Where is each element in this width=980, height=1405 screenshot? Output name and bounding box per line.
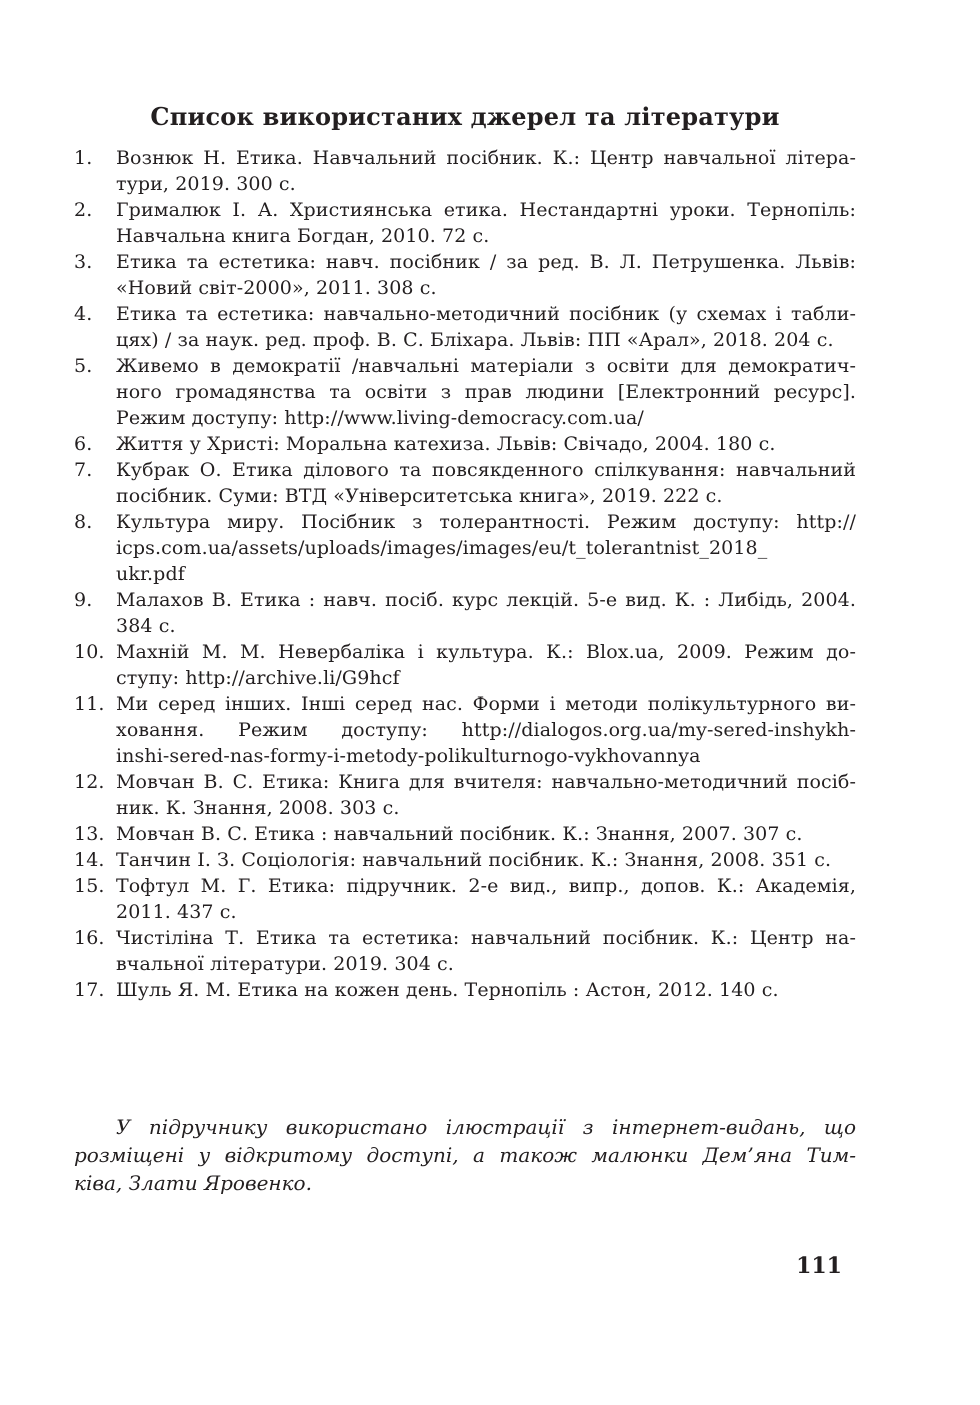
reference-text — [116, 509, 856, 587]
reference-item — [74, 145, 856, 197]
reference-line: Культура миру. Посібник з толерантності. Режим доступу: http:// — [116, 511, 856, 533]
reference-number: 16. — [74, 927, 105, 949]
reference-line: вчальної літератури. 2019. 304 с. — [116, 953, 454, 975]
reference-item — [74, 431, 856, 457]
reference-text — [116, 977, 856, 1003]
reference-line: Танчин І. З. Соціологія: навчальний посібник. К.: Знання, 2008. 351 с. — [116, 849, 832, 871]
reference-line: тури, 2019. 300 с. — [116, 173, 296, 195]
note-line: ківа, Злати Яровенко. — [74, 1171, 312, 1195]
reference-number: 4. — [74, 303, 93, 325]
reference-number: 2. — [74, 199, 93, 221]
reference-line: цях) / за наук. ред. проф. В. С. Бліхара. Львів: ПП «Арал», 2018. 204 с. — [116, 329, 834, 351]
reference-line: Грималюк І. А. Християнська етика. Нестандартні уроки. Тернопіль: — [116, 199, 856, 221]
reference-line: Етика та естетика: навчально-методичний посібник (у схемах і табли- — [116, 303, 856, 325]
reference-item — [74, 691, 856, 769]
reference-number: 3. — [74, 251, 93, 273]
reference-item — [74, 587, 856, 639]
reference-number: 14. — [74, 849, 105, 871]
reference-line: Вознюк Н. Етика. Навчальний посібник. К.: Центр навчальної літера- — [116, 147, 856, 169]
reference-line: «Новий світ-2000», 2011. 308 с. — [116, 277, 437, 299]
reference-text — [116, 301, 856, 353]
reference-item — [74, 249, 856, 301]
reference-text — [116, 925, 856, 977]
reference-line: ховання. Режим доступу: http://dialogos.org.ua/my-sered-inshykh- — [116, 719, 856, 741]
illustration-note — [74, 1113, 856, 1197]
reference-line: Чистіліна Т. Етика та естетика: навчальний посібник. К.: Центр на- — [116, 927, 856, 949]
note-line: У підручнику використано ілюстрації з інтернет-видань, що — [116, 1115, 856, 1139]
reference-number: 13. — [74, 823, 105, 845]
reference-text — [116, 873, 856, 925]
reference-line: посібник. Суми: ВТД «Університетська книга», 2019. 222 с. — [116, 485, 723, 507]
reference-number: 12. — [74, 771, 105, 793]
reference-text — [116, 639, 856, 691]
reference-text — [116, 145, 856, 197]
reference-text — [116, 587, 856, 639]
reference-text — [116, 847, 856, 873]
reference-text — [116, 431, 856, 457]
reference-item — [74, 457, 856, 509]
reference-number: 7. — [74, 459, 93, 481]
reference-item — [74, 769, 856, 821]
reference-item — [74, 509, 856, 587]
reference-item — [74, 873, 856, 925]
reference-text — [116, 353, 856, 431]
page-number: 111 — [796, 1253, 842, 1279]
reference-line: Життя у Христі: Моральна катехиза. Львів: Свічадо, 2004. 180 с. — [116, 433, 776, 455]
page-title: Список використаних джерел та літератури — [150, 102, 780, 131]
reference-line: ступу: http://archive.li/G9hcf — [116, 667, 400, 689]
reference-list — [74, 145, 856, 1003]
reference-number: 8. — [74, 511, 93, 533]
reference-number: 1. — [74, 147, 93, 169]
reference-line: ного громадянства та освіти з прав людини [Електронний ресурс]. — [116, 381, 856, 403]
reference-line: ukr.pdf — [116, 563, 185, 585]
reference-line: Мовчан В. С. Етика : навчальний посібник. К.: Знання, 2007. 307 с. — [116, 823, 803, 845]
reference-number: 17. — [74, 979, 105, 1001]
reference-number: 10. — [74, 641, 105, 663]
reference-line: Тофтул М. Г. Етика: підручник. 2-е вид., випр., допов. К.: Академія, — [116, 875, 856, 897]
reference-line: Навчальна книга Богдан, 2010. 72 с. — [116, 225, 490, 247]
reference-line: 2011. 437 с. — [116, 901, 237, 923]
reference-text — [116, 769, 856, 821]
reference-line: Шуль Я. М. Етика на кожен день. Тернопіль : Астон, 2012. 140 с. — [116, 979, 779, 1001]
reference-item — [74, 977, 856, 1003]
reference-line: Мовчан В. С. Етика: Книга для вчителя: навчально-методичний посіб- — [116, 771, 856, 793]
reference-text — [116, 821, 856, 847]
reference-item — [74, 847, 856, 873]
reference-line: Живемо в демократії /навчальні матеріали з освіти для демократич- — [116, 355, 856, 377]
reference-line: Етика та естетика: навч. посібник / за ред. В. Л. Петрушенка. Львів: — [116, 251, 856, 273]
reference-line: 384 с. — [116, 615, 176, 637]
reference-item — [74, 925, 856, 977]
reference-number: 11. — [74, 693, 105, 715]
reference-item — [74, 639, 856, 691]
reference-text — [116, 197, 856, 249]
reference-text — [116, 457, 856, 509]
reference-line: ник. К. Знання, 2008. 303 с. — [116, 797, 400, 819]
reference-line: Ми серед інших. Інші серед нас. Форми і методи полікультурного ви- — [116, 693, 856, 715]
reference-number: 5. — [74, 355, 93, 377]
reference-number: 6. — [74, 433, 93, 455]
reference-number: 9. — [74, 589, 93, 611]
reference-line: icps.com.ua/assets/uploads/images/images/eu/t_tolerantnist_2018_ — [116, 537, 768, 559]
reference-line: Махній М. М. Невербаліка і культура. К.: Blox.ua, 2009. Режим до- — [116, 641, 856, 663]
reference-line: inshi-sered-nas-formy-i-metody-polikulturnogo-vykhovannya — [116, 745, 701, 767]
reference-number: 15. — [74, 875, 105, 897]
reference-line: Малахов В. Етика : навч. посіб. курс лекцій. 5-е вид. К. : Либідь, 2004. — [116, 589, 856, 611]
note-line: розміщені у відкритому доступі, а також малюнки Дем’яна Тим- — [74, 1143, 856, 1167]
reference-text — [116, 249, 856, 301]
reference-line: Кубрак О. Етика ділового та повсякденного спілкування: навчальний — [116, 459, 856, 481]
reference-item — [74, 821, 856, 847]
reference-item — [74, 301, 856, 353]
reference-item — [74, 197, 856, 249]
reference-item — [74, 353, 856, 431]
reference-line: Режим доступу: http://www.living-democracy.com.ua/ — [116, 407, 644, 429]
reference-text — [116, 691, 856, 769]
